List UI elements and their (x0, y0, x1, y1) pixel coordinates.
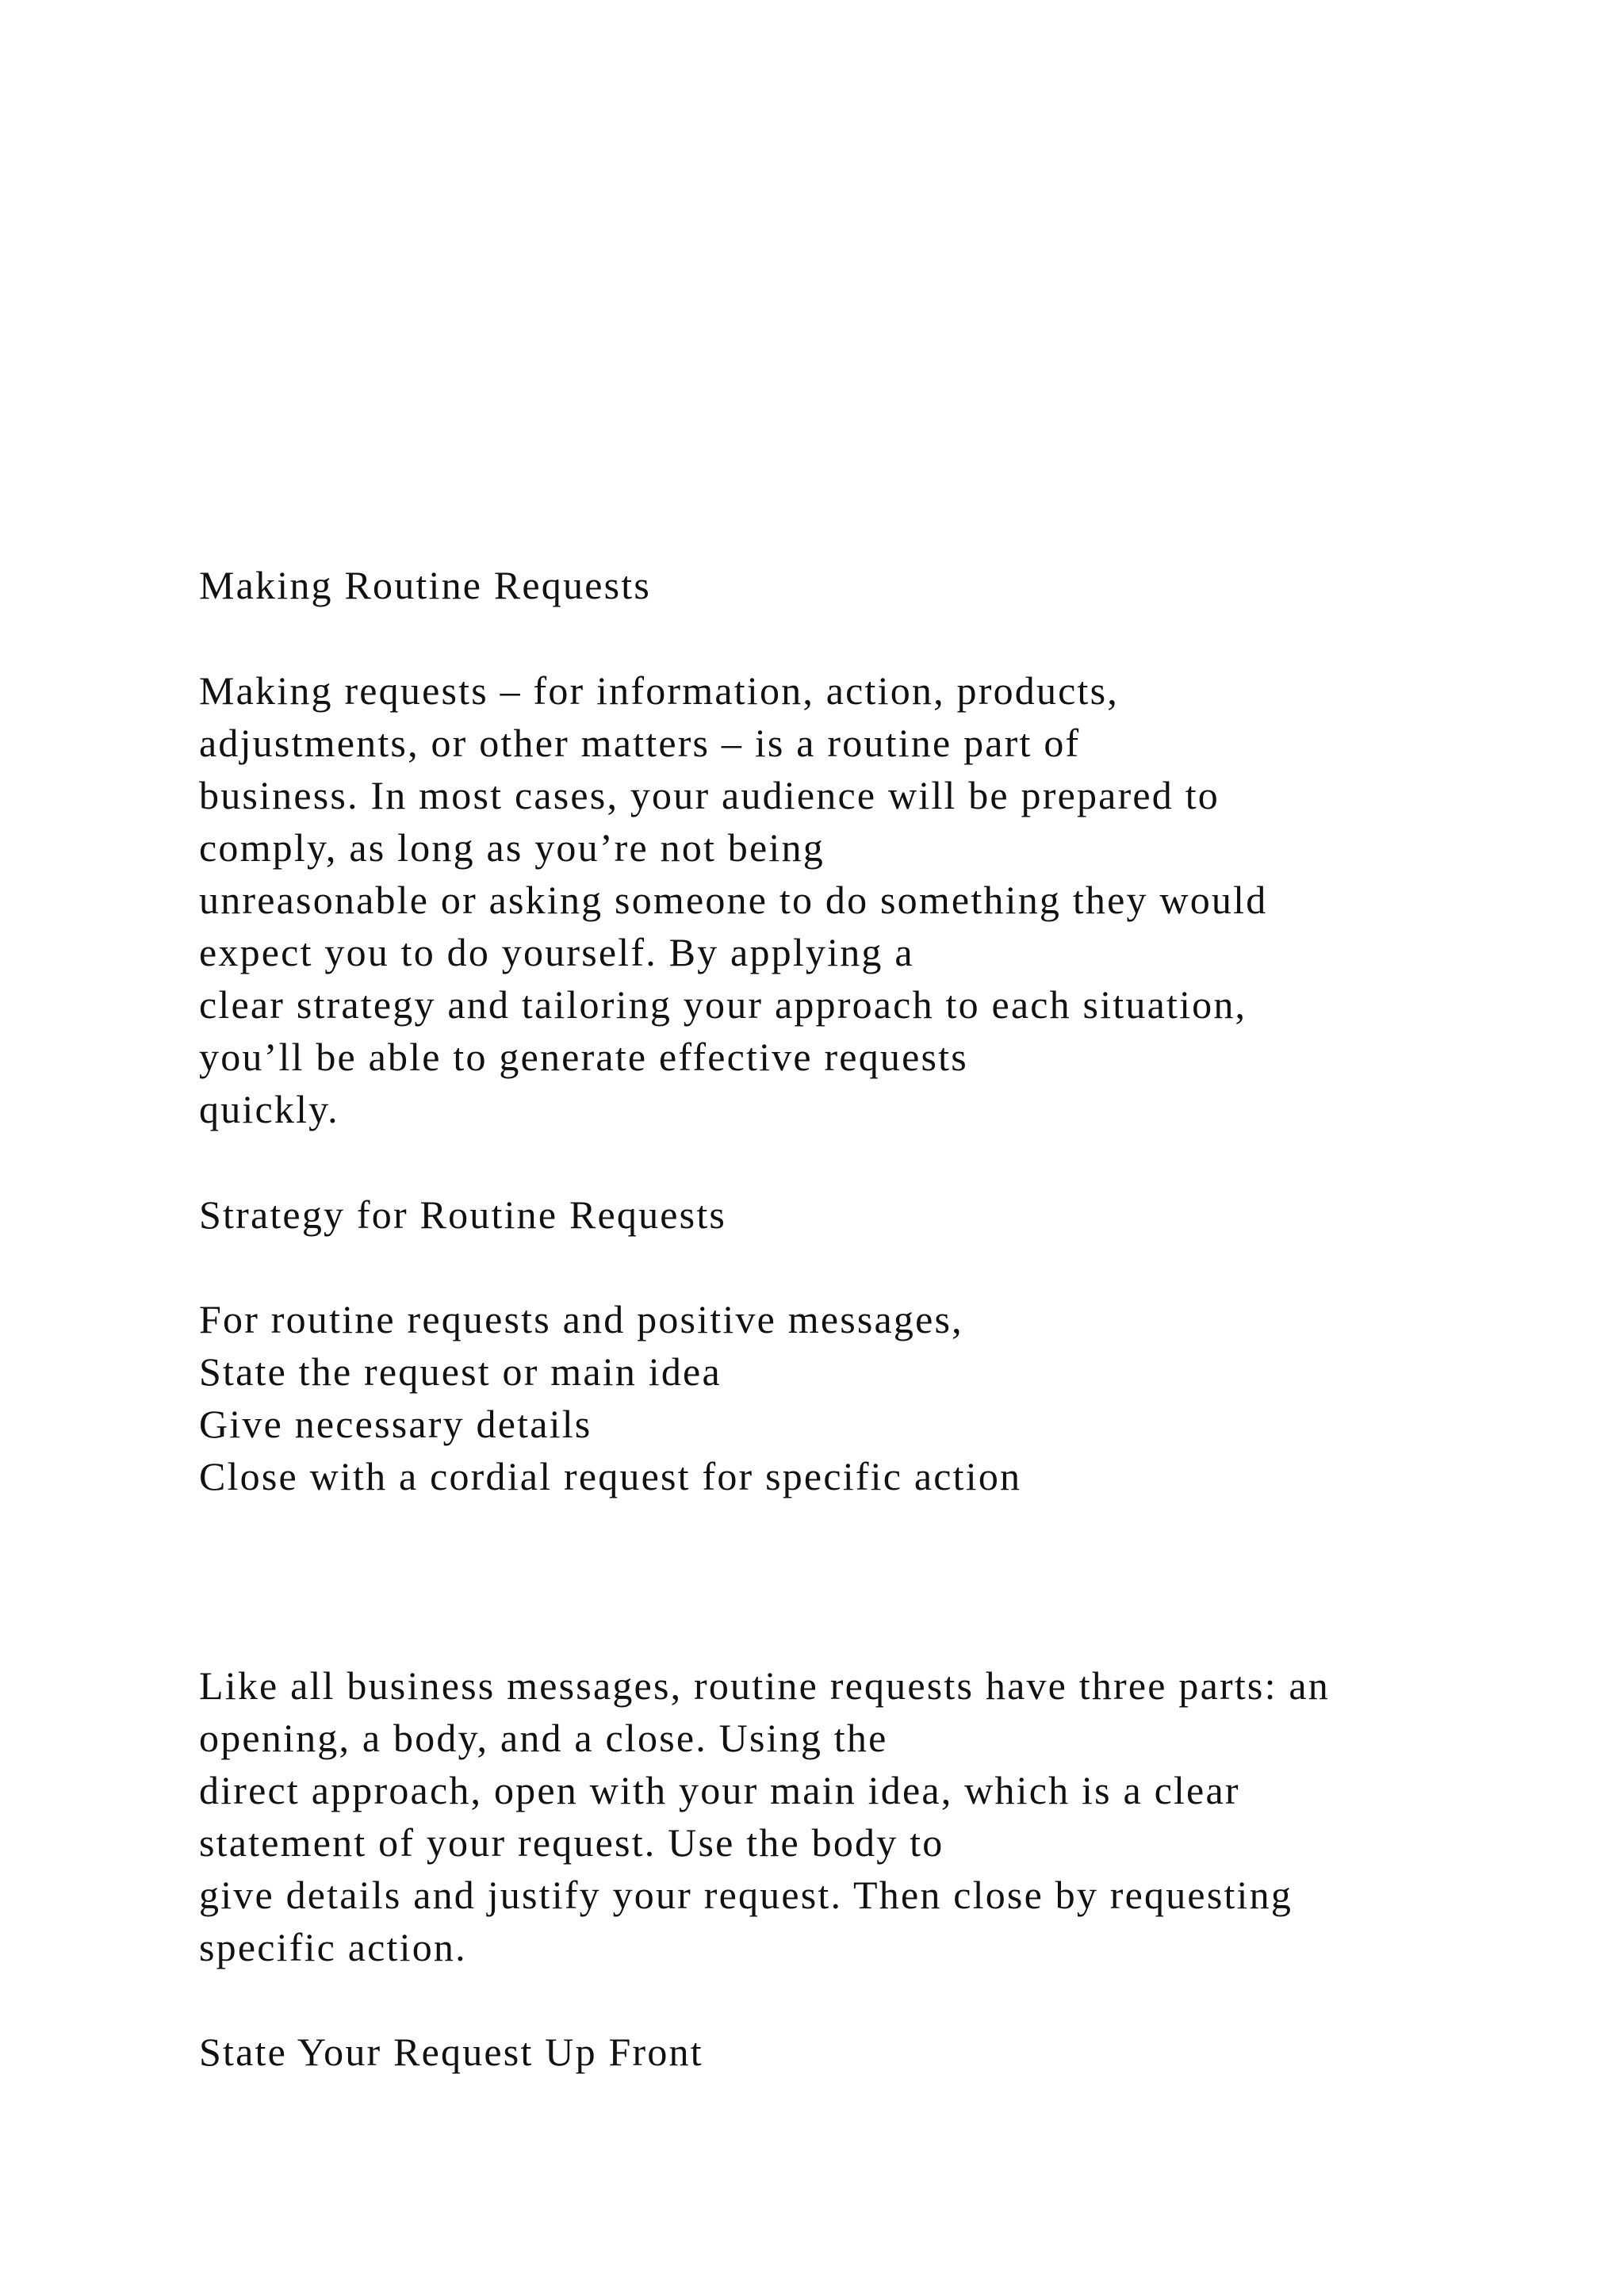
state-request-heading (199, 2026, 1547, 2078)
list-item: Give necessary details (199, 1402, 592, 1446)
paragraph-line: opening, a body, and a close. Using the (199, 1716, 888, 1760)
paragraph-line: you’ll be able to generate effective requests (199, 1035, 968, 1079)
paragraph-line: business. In most cases, your audience will be prepared to (199, 773, 1220, 817)
heading-line: Strategy for Routine Requests (199, 1192, 727, 1237)
strategy-heading (199, 1188, 1547, 1241)
intro-paragraph (199, 664, 1547, 1135)
paragraph-line: give details and justify your request. Then close by requesting (199, 1873, 1293, 1917)
paragraph-line: direct approach, open with your main idea, which is a clear (199, 1768, 1240, 1812)
paragraph-line: clear strategy and tailoring your approach to each situation, (199, 982, 1247, 1027)
list-item: State the request or main idea (199, 1349, 722, 1394)
section-title (199, 559, 1547, 611)
title-line: Making Routine Requests (199, 563, 652, 607)
paragraph-line: Like all business messages, routine requests have three parts: an (199, 1663, 1330, 1708)
paragraph-line: comply, as long as you’re not being (199, 825, 825, 870)
list-item: For routine requests and positive messages, (199, 1297, 963, 1341)
paragraph-line: specific action. (199, 1925, 467, 1969)
parts-paragraph (199, 1659, 1547, 1973)
paragraph-line: Making requests – for information, action, products, (199, 668, 1120, 713)
list-item: Close with a cordial request for specific action (199, 1454, 1022, 1498)
strategy-list (199, 1293, 1547, 1502)
paragraph-line: statement of your request. Use the body to (199, 1820, 944, 1865)
paragraph-line: unreasonable or asking someone to do something they would (199, 878, 1268, 922)
heading-line: State Your Request Up Front (199, 2030, 703, 2074)
paragraph-line: adjustments, or other matters – is a routine part of (199, 721, 1081, 765)
paragraph-line: expect you to do yourself. By applying a (199, 930, 914, 974)
paragraph-line: quickly. (199, 1087, 339, 1131)
